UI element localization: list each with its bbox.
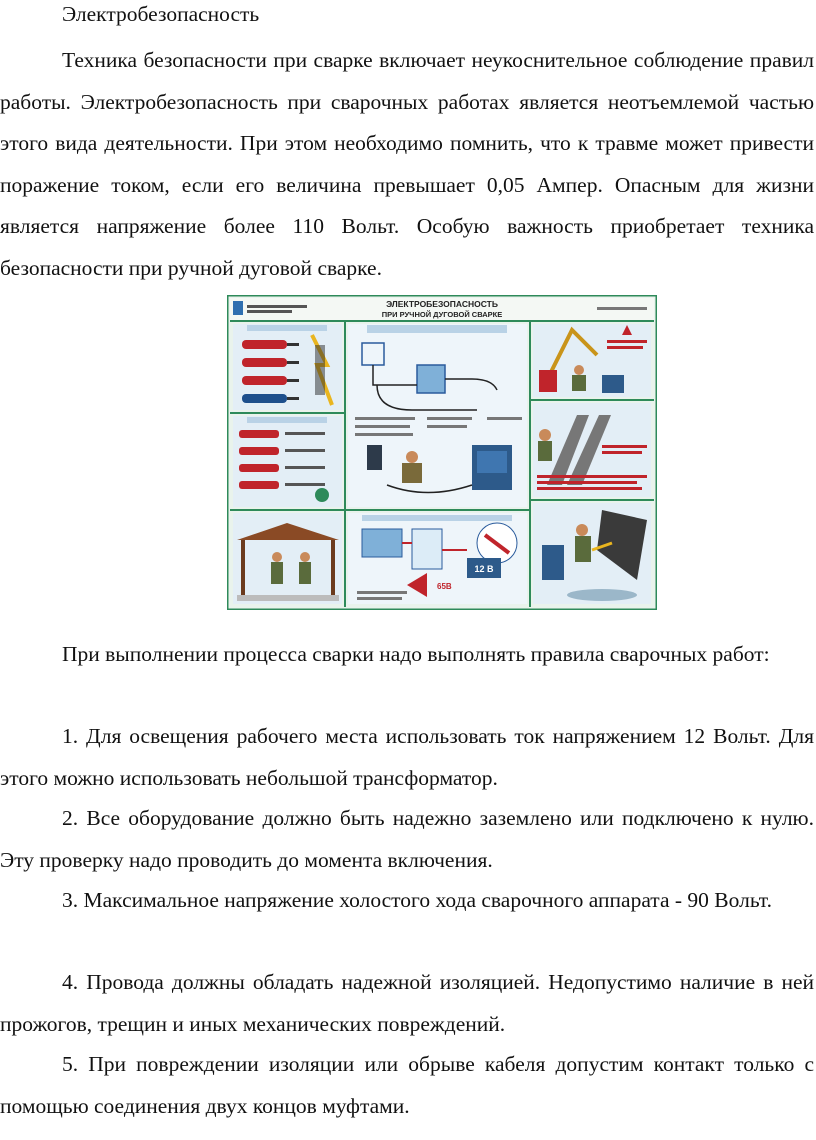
safety-poster-image (227, 295, 657, 610)
poster-title-line1: ЭЛЕКТРОБЕЗОПАСНОСТЬ (386, 299, 498, 309)
rule-item-4: 4. Провода должны обладать надежной изоляцией. Недопустимо наличие в ней прожогов, трещин и иных механических повреждений. (0, 970, 814, 1036)
section-heading: Электробезопасность (62, 2, 260, 26)
safety-poster-illustration (227, 295, 657, 610)
rule-item-3: 3. Максимальное напряжение холостого хода сварочного аппарата - 90 Вольт. (62, 888, 772, 912)
rule-item-5: 5. При повреждении изоляции или обрыве кабеля допустим контакт только с помощью соединения двух концов муфтами. (0, 1052, 814, 1118)
poster-12v-label: 12 В (474, 564, 494, 574)
poster-65v-label: 65В (437, 582, 452, 591)
poster-title-line2: ПРИ РУЧНОЙ ДУГОВОЙ СВАРКЕ (381, 310, 503, 319)
rule-item-2: 2. Все оборудование должно быть надежно заземлено или подключено к нулю. Эту проверку надо проводить до момента включения. (0, 806, 814, 872)
rule-item-1: 1. Для освещения рабочего места использовать ток напряжением 12 Вольт. Для этого можно использовать небольшой трансформатор. (0, 724, 814, 790)
intro-paragraph: Техника безопасности при сварке включает неукоснительное соблюдение правил работы. Электробезопасность при сварочных работах является неотъемлемой частью этого вида деятельности. При этом необходимо помнить, что к травме может привести поражение током, если его величина превышает 0,05 Ампер. Опасным для жизни является напряжение более 110 Вольт. Особую важность приобретает техника безопасности при ручной дуговой сварке. (0, 48, 814, 280)
rules-lead-paragraph: При выполнении процесса сварки надо выполнять правила сварочных работ: (62, 642, 770, 666)
